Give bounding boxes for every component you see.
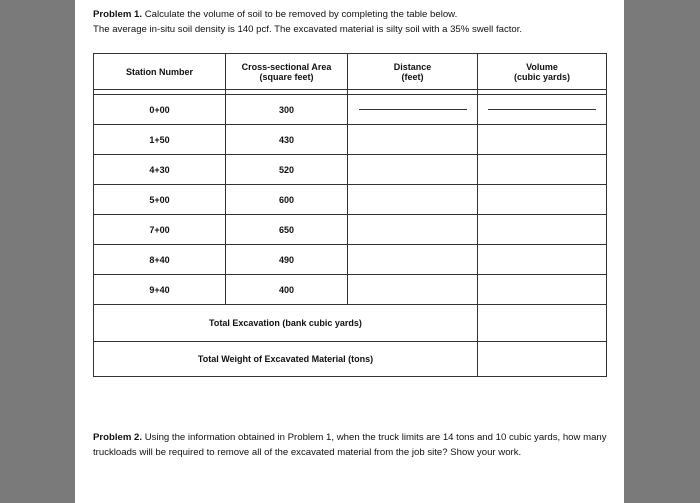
station-cell: 1+50 [94, 125, 226, 155]
table-row [94, 95, 607, 125]
table-row [94, 275, 607, 305]
station-cell: 0+00 [94, 95, 226, 125]
problem-1-line-1: Calculate the volume of soil to be removed by completing the table below. [144, 9, 458, 20]
problem-1-line-2: The average in-situ soil density is 140 pcf. The excavated material is silty soil with a 35% swell factor. [93, 24, 523, 35]
volume-cell-blank [478, 95, 607, 125]
soil-volume-table [93, 53, 607, 377]
header-volume: Volume (cubic yards) [478, 54, 607, 90]
table-row [94, 125, 607, 155]
volume-cell [478, 125, 607, 155]
area-cell: 300 [226, 95, 348, 125]
station-cell: 4+30 [94, 155, 226, 185]
volume-cell [478, 155, 607, 185]
header-distance: Distance (feet) [348, 54, 478, 90]
blank-dash-line [359, 109, 467, 110]
station-cell: 7+00 [94, 215, 226, 245]
header-station-number: Station Number [94, 54, 226, 90]
volume-cell [478, 215, 607, 245]
table-row [94, 185, 607, 215]
problem-1 [93, 7, 613, 37]
table-row [94, 215, 607, 245]
table-header-row [94, 54, 607, 90]
volume-cell [478, 245, 607, 275]
distance-cell [348, 275, 478, 305]
area-cell: 430 [226, 125, 348, 155]
station-cell: 8+40 [94, 245, 226, 275]
problem-2 [93, 430, 613, 460]
distance-cell [348, 215, 478, 245]
distance-cell [348, 245, 478, 275]
distance-cell [348, 125, 478, 155]
area-cell: 490 [226, 245, 348, 275]
total-excavation-row [94, 305, 607, 342]
total-weight-label: Total Weight of Excavated Material (tons) [94, 342, 478, 377]
table-row [94, 245, 607, 275]
total-excavation-value [478, 305, 607, 342]
area-cell: 400 [226, 275, 348, 305]
total-excavation-label: Total Excavation (bank cubic yards) [94, 305, 478, 342]
total-weight-value [478, 342, 607, 377]
distance-cell-blank [348, 95, 478, 125]
header-cross-sectional-area: Cross-sectional Area (square feet) [226, 54, 348, 90]
station-cell: 5+00 [94, 185, 226, 215]
distance-cell [348, 155, 478, 185]
problem-2-label: Problem 2. [93, 432, 143, 443]
volume-cell [478, 185, 607, 215]
total-weight-row [94, 342, 607, 377]
problem-1-label: Problem 1. [93, 9, 143, 20]
volume-cell [478, 275, 607, 305]
table-row [94, 155, 607, 185]
area-cell: 650 [226, 215, 348, 245]
problem-2-text: Using the information obtained in Problem 1, when the truck limits are 14 tons and 10 cubic yards, how many truckloads will be required to remove all of the excavated material from the job site? Show your work. [93, 432, 607, 458]
blank-dash-line [488, 109, 596, 110]
area-cell: 600 [226, 185, 348, 215]
distance-cell [348, 185, 478, 215]
area-cell: 520 [226, 155, 348, 185]
station-cell: 9+40 [94, 275, 226, 305]
